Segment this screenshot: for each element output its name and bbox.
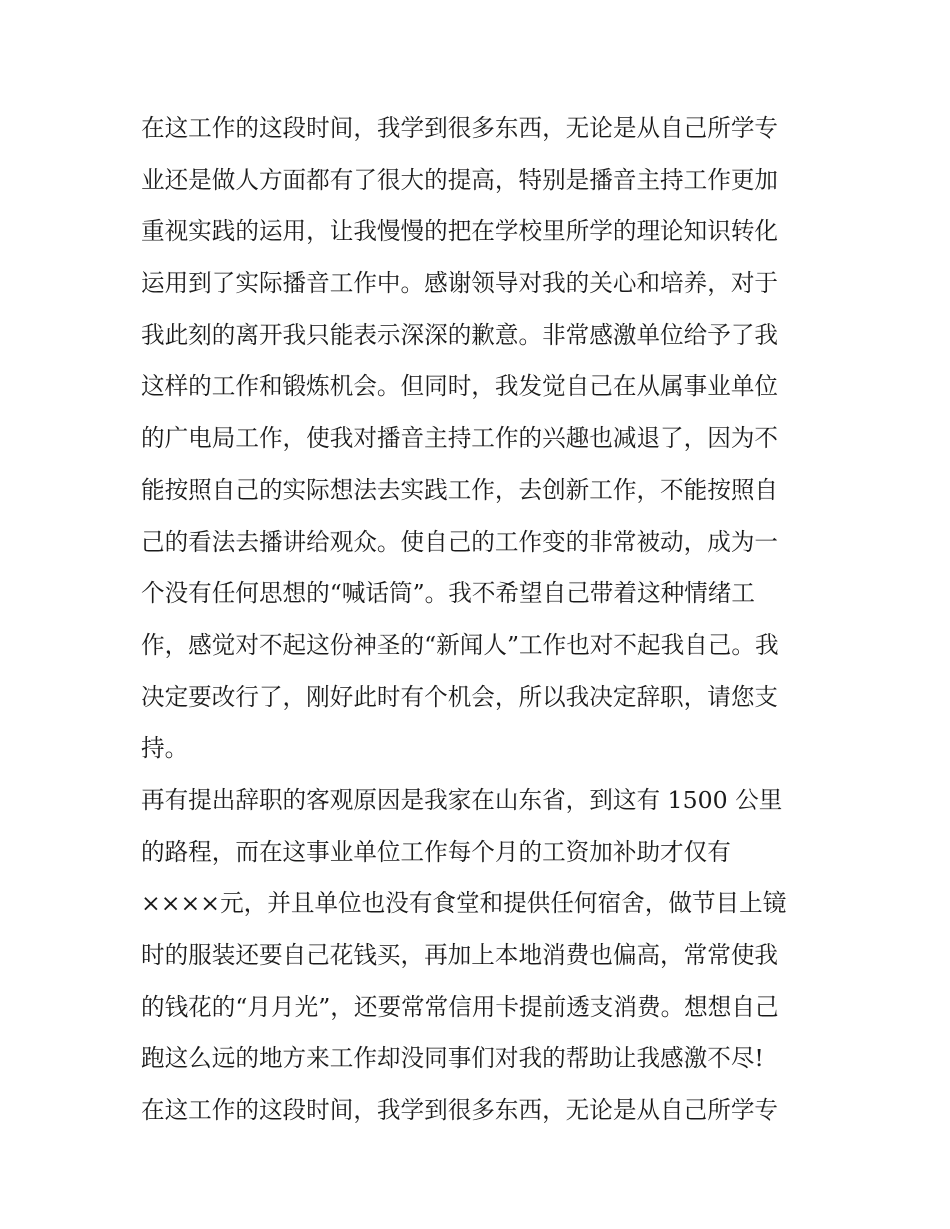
text-line: 时的服装还要自己花钱买，再加上本地消费也偏高，常常使我 — [141, 941, 779, 969]
text-line: 的路程，而在这事业单位工作每个月的工资加补助才仅有 — [141, 837, 731, 866]
text-line: 决定要改行了，刚好此时有个机会，所以我决定辞职，请您支 — [141, 682, 779, 711]
text-line: 这样的工作和锻炼机会。但同时，我发觉自己在从属事业单位 — [141, 372, 779, 401]
text-line: 的广电局工作，使我对播音主持工作的兴趣也减退了，因为不 — [141, 424, 779, 453]
text-line: 我此刻的离开我只能表示深深的歉意。非常感激单位给予了我 — [141, 320, 779, 349]
text-line: ××××元，并且单位也没有食堂和提供任何宿舍，做节目上镜 — [141, 889, 787, 918]
text-line: 个没有任何思想的“喊话筒”。我不希望自己带着这种情绪工 — [141, 579, 755, 608]
body-text — [141, 103, 821, 1137]
text-line: 运用到了实际播音工作中。感谢领导对我的关心和培养，对于 — [141, 269, 779, 298]
text-line: 持。 — [141, 734, 189, 763]
text-line: 跑这么远的地方来工作却没同事们对我的帮助让我感激不尽! — [141, 1044, 764, 1073]
text-line: 能按照自己的实际想法去实践工作，去创新工作，不能按照自 — [141, 475, 779, 504]
text-line: 在这工作的这段时间，我学到很多东西，无论是从自己所学专 — [141, 114, 779, 142]
text-line: 重视实践的运用，让我慢慢的把在学校里所学的理论知识转化 — [141, 217, 779, 246]
text-line: 再有提出辞职的客观原因是我家在山东省，到这有 1500 公里 — [141, 785, 783, 814]
text-line: 在这工作的这段时间，我学到很多东西，无论是从自己所学专 — [141, 1096, 779, 1125]
text-line: 的钱花的“月月光”，还要常常信用卡提前透支消费。想想自己 — [141, 992, 779, 1021]
text-line: 作，感觉对不起这份神圣的“新闻人”工作也对不起我自己。我 — [141, 630, 779, 659]
text-line: 己的看法去播讲给观众。使自己的工作变的非常被动，成为一 — [141, 527, 779, 556]
text-line: 业还是做人方面都有了很大的提高，特别是播音主持工作更加 — [141, 165, 779, 194]
